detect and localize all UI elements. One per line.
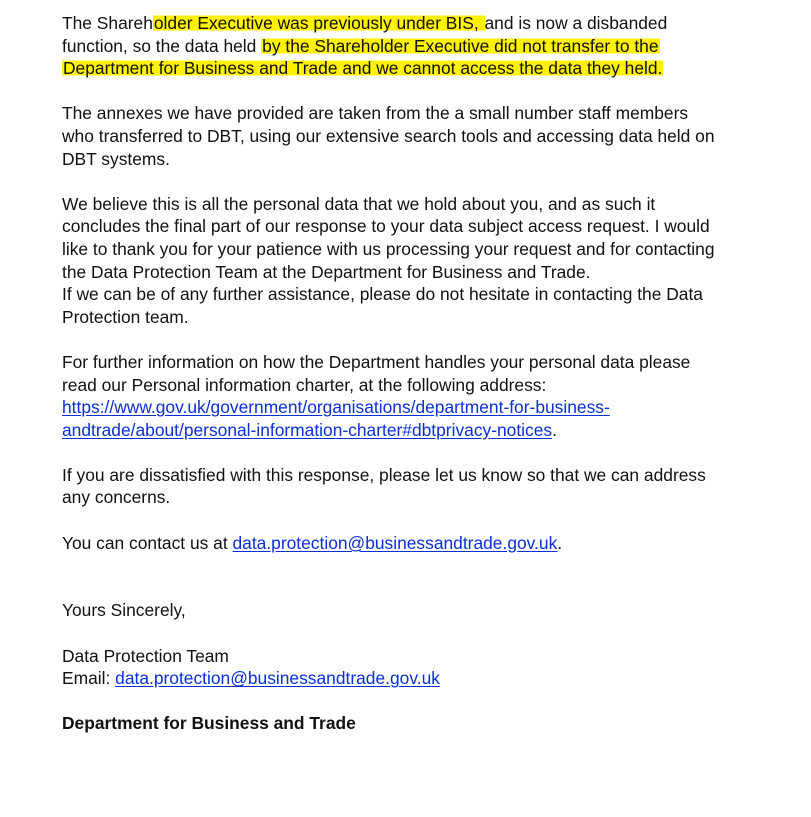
text-line: read our Personal information charter, at the following address: [62, 374, 547, 395]
charter-link-continued[interactable]: andtrade/about/personal-information-charter#dbtprivacy-notices [62, 419, 553, 440]
text-line: concludes the final part of our response to your data subject access request. I would [62, 216, 710, 237]
paragraph-shareholder-executive [62, 12, 802, 80]
letter-body [62, 12, 802, 735]
paragraph-dissatisfied [62, 464, 802, 509]
highlighted-text: older Executive was previously under BIS, [153, 13, 484, 33]
paragraph-conclusion [62, 193, 802, 329]
text-line: function, so the data held by the Shareholder Executive did not transfer to the [62, 35, 659, 56]
text-line: For further information on how the Department handles your personal data please [62, 351, 691, 372]
text-line: like to thank you for your patience with us processing your request and for contacting [62, 238, 715, 259]
signature-team: Data Protection Team [62, 645, 229, 666]
text-line [62, 57, 802, 80]
contact-email-link[interactable]: data.protection@businessandtrade.gov.uk [232, 532, 558, 553]
signature-email-link[interactable]: data.protection@businessandtrade.gov.uk [115, 668, 440, 689]
text-line: DBT systems. [62, 148, 170, 169]
text-line: the Data Protection Team at the Department for Business and Trade. [62, 261, 591, 282]
text-line: The Shareholder Executive was previously under BIS, and is now a disbanded [62, 13, 668, 33]
text-line: Protection team. [62, 306, 189, 327]
contact-line: You can contact us at data.protection@businessandtrade.gov.uk. [62, 532, 563, 553]
text-line: The annexes we have provided are taken from the a small number staff members [62, 103, 689, 124]
charter-link-line [62, 396, 802, 419]
paragraph-personal-information-charter [62, 351, 802, 441]
text-line: If we can be of any further assistance, please do not hesitate in contacting the Data [62, 284, 703, 305]
closing-salutation: Yours Sincerely, [62, 600, 186, 621]
signature-email-line: Email: data.protection@businessandtrade.gov.uk [62, 668, 440, 689]
text-line: We believe this is all the personal data that we hold about you, and as such it [62, 193, 656, 214]
department-name: Department for Business and Trade [62, 713, 356, 734]
text-line: any concerns. [62, 487, 171, 508]
text-line: If you are dissatisfied with this response, please let us know so that we can address [62, 464, 706, 485]
highlighted-text: Department for Business and Trade and we cannot access the data they held. [63, 58, 663, 79]
highlighted-text: by the Shareholder Executive did not transfer to the [262, 35, 659, 56]
text-line: who transferred to DBT, using our extensive search tools and accessing data held on [62, 125, 715, 146]
paragraph-annexes [62, 102, 802, 170]
charter-link-line: andtrade/about/personal-information-charter#dbtprivacy-notices. [62, 419, 557, 440]
charter-link[interactable]: https://www.gov.uk/government/organisations/department-for-business- [62, 397, 610, 418]
